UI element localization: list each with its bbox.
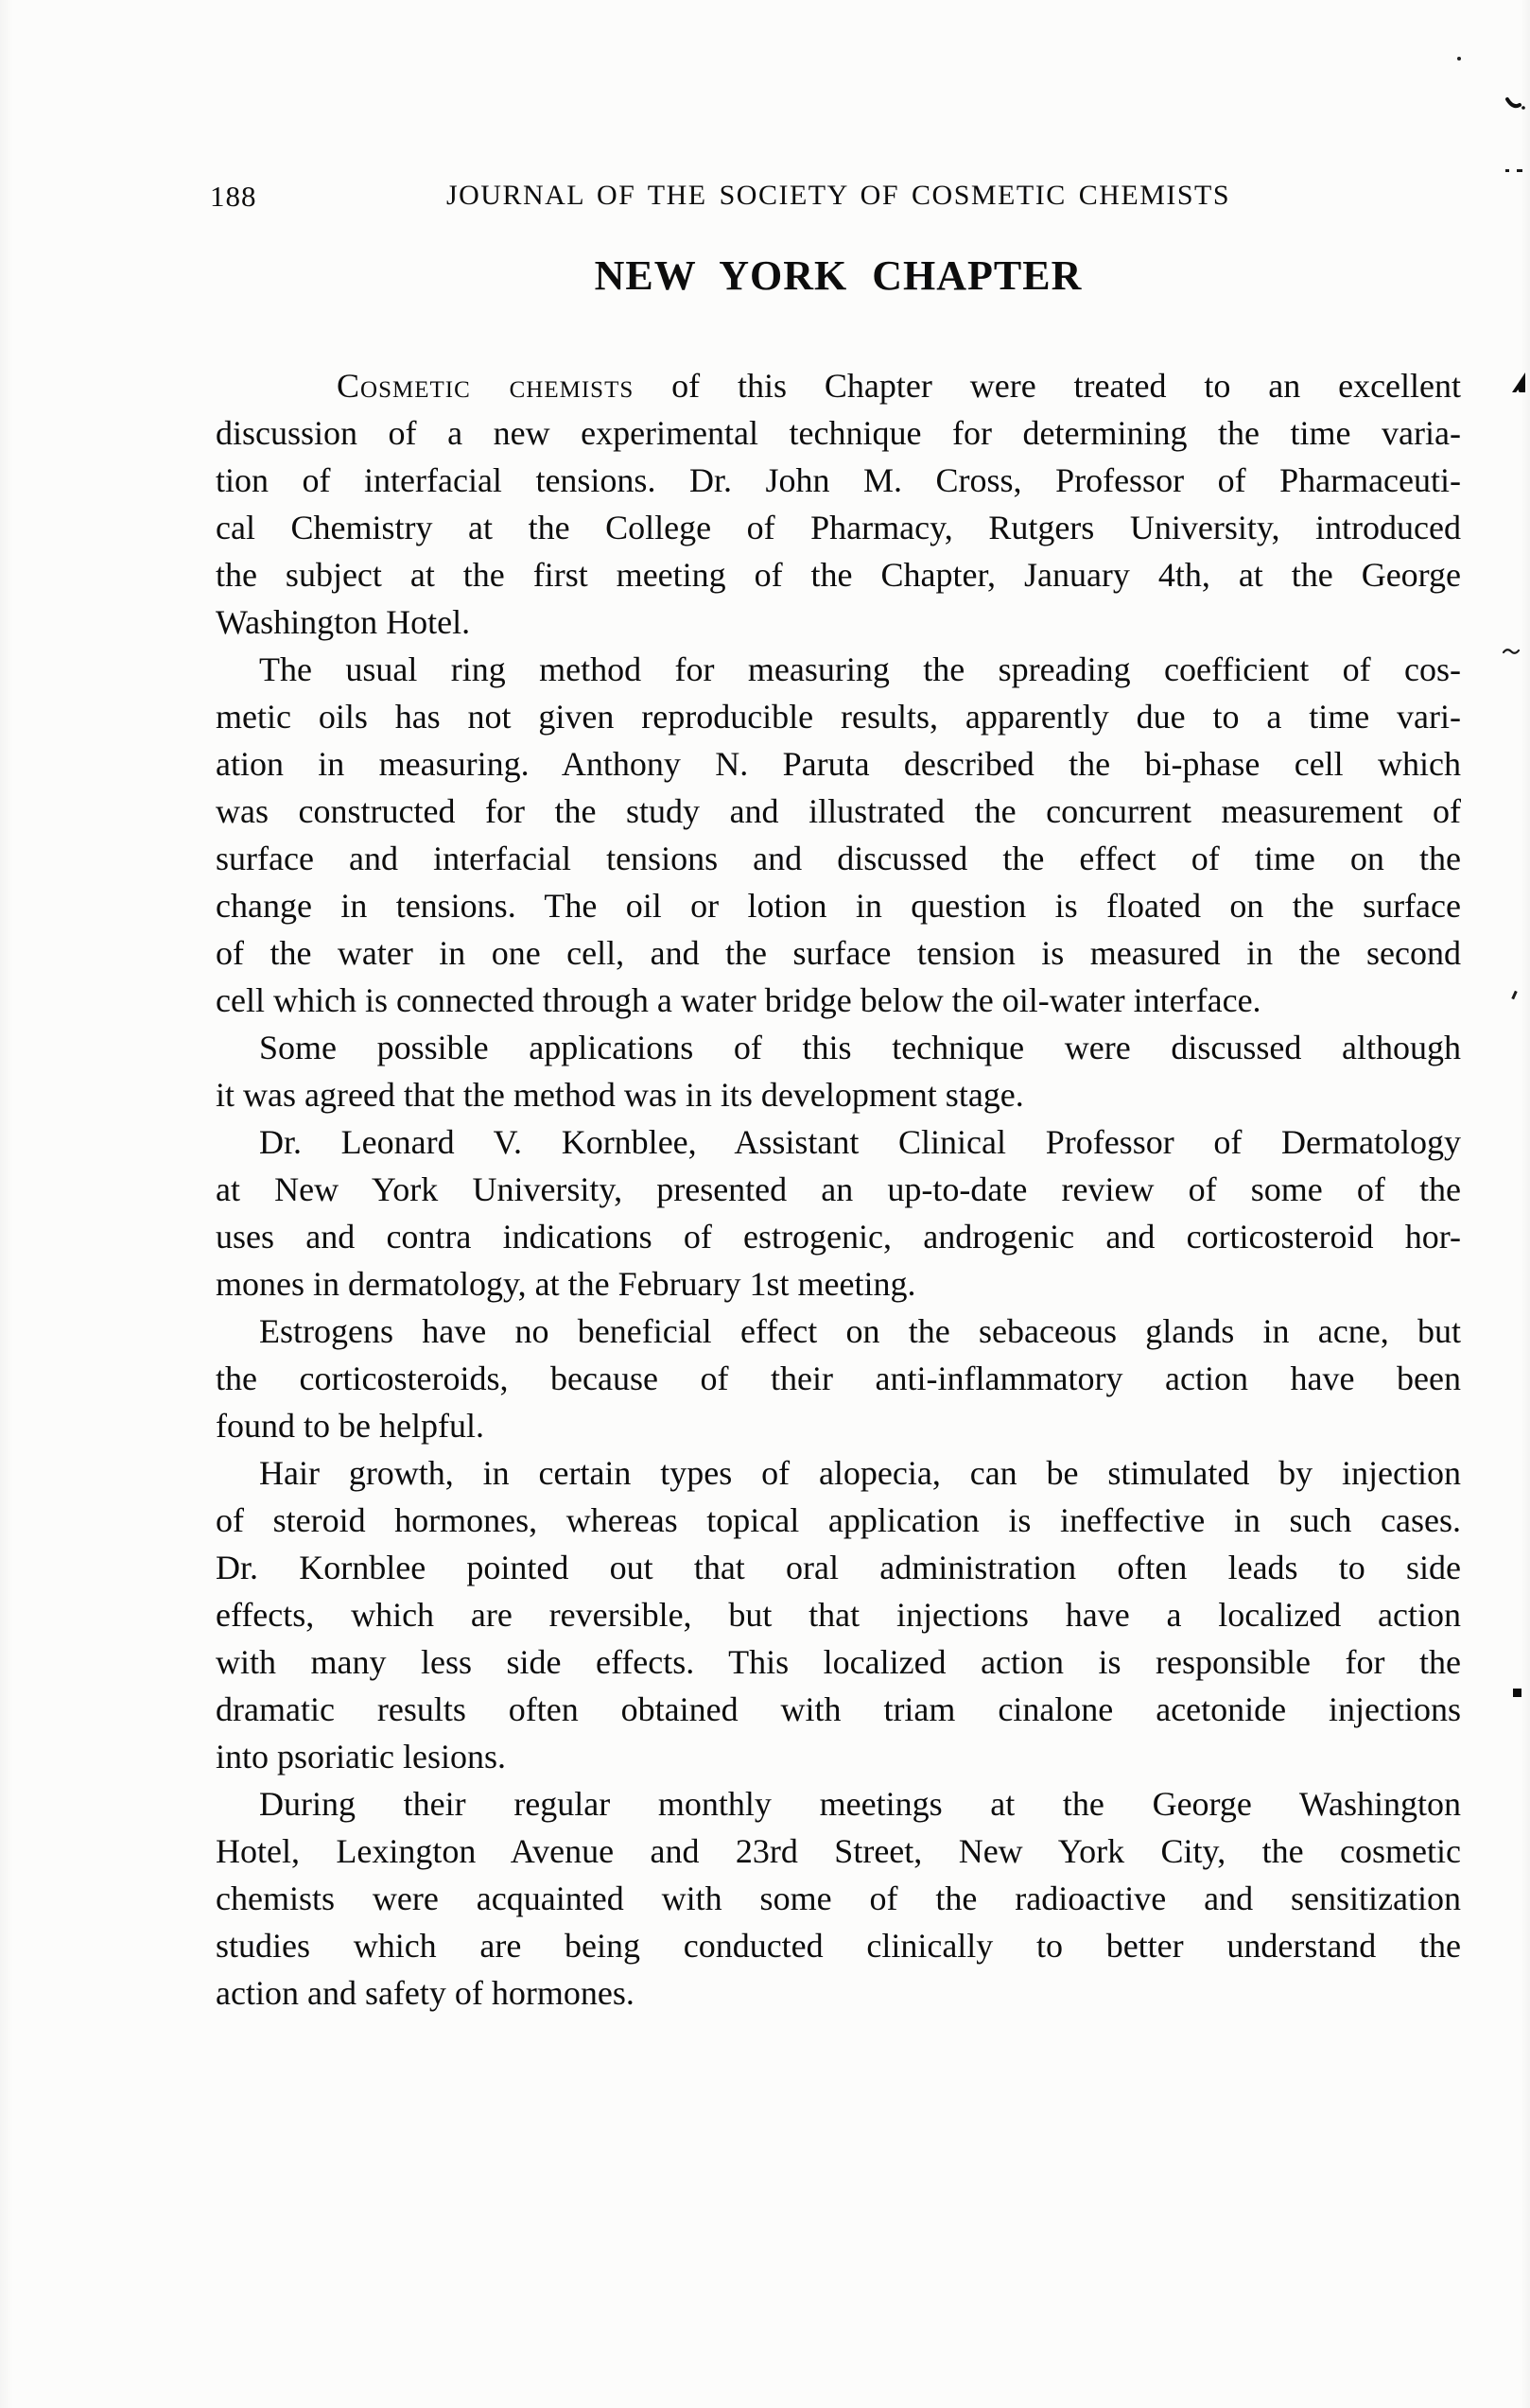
paragraph xyxy=(216,1449,1461,1780)
page-number: 188 xyxy=(210,180,257,213)
paragraph xyxy=(216,1308,1461,1449)
text-line: it was agreed that the method was in its development stage. xyxy=(216,1076,1024,1114)
text-line: mones in dermatology, at the February 1st meeting. xyxy=(216,1265,916,1303)
text-line: metic oils has not given reproducible results, apparently due to a time vari- xyxy=(216,698,1461,736)
margin-mark-square-dot-icon xyxy=(1513,1689,1521,1697)
text-line: ation in measuring. Anthony N. Paruta described the bi-phase cell which xyxy=(216,745,1461,783)
text-line: was constructed for the study and illustrated the concurrent measurement of xyxy=(216,792,1461,830)
paragraph xyxy=(216,1118,1461,1308)
text-line: Hair growth, in certain types of alopecia, can be stimulated by injection xyxy=(259,1454,1461,1492)
text-line: effects, which are reversible, but that injections have a localized action xyxy=(216,1596,1461,1634)
article-body xyxy=(216,362,1461,2017)
text-line: of the water in one cell, and the surface tension is measured in the second xyxy=(216,934,1461,972)
text-line: Some possible applications of this technique were discussed although xyxy=(259,1029,1461,1066)
margin-mark-double-dots-icon xyxy=(1505,168,1526,173)
text-line: During their regular monthly meetings at the George Washington xyxy=(259,1785,1461,1823)
text-line: the corticosteroids, because of their anti-inflammatory action have been xyxy=(216,1360,1461,1397)
text-line: studies which are being conducted clinically to better understand the xyxy=(216,1927,1461,1965)
text-line: Dr. Kornblee pointed out that oral administration often leads to side xyxy=(216,1549,1461,1586)
text-line: Washington Hotel. xyxy=(216,603,471,641)
text-line: Dr. Leonard V. Kornblee, Assistant Clinical Professor of Dermatology xyxy=(259,1123,1461,1161)
text-line: tion of interfacial tensions. Dr. John M. Cross, Professor of Pharmaceuti- xyxy=(216,461,1461,499)
text-line: The usual ring method for measuring the spreading coefficient of cos- xyxy=(259,650,1461,688)
text-line: cal Chemistry at the College of Pharmacy, Rutgers University, introduced xyxy=(216,509,1461,546)
small-caps-lead: Cosmetic chemists xyxy=(337,367,635,405)
text-line: into psoriatic lesions. xyxy=(216,1738,506,1776)
running-head: JOURNAL OF THE SOCIETY OF COSMETIC CHEMISTS xyxy=(445,180,1231,211)
margin-mark-tick-icon xyxy=(1511,991,1517,999)
text-line: change in tensions. The oil or lotion in question is floated on the surface xyxy=(216,887,1461,925)
text-line: Hotel, Lexington Avenue and 23rd Street, New York City, the cosmetic xyxy=(216,1832,1461,1870)
text-line: surface and interfacial tensions and discussed the effect of time on the xyxy=(216,840,1461,877)
text-line: at New York University, presented an up-to-date review of some of the xyxy=(216,1170,1461,1208)
paragraph xyxy=(216,362,1461,646)
text-line: chemists were acquainted with some of the radioactive and sensitization xyxy=(216,1880,1461,1917)
margin-mark-dot-icon xyxy=(1457,57,1461,61)
paragraph xyxy=(216,646,1461,1024)
text-line: found to be helpful. xyxy=(216,1407,484,1445)
margin-mark-tilde-icon xyxy=(1502,645,1521,662)
margin-mark-squiggle-icon xyxy=(1505,96,1526,118)
text-line: uses and contra indications of estrogenic, androgenic and corticosteroid hor- xyxy=(216,1218,1461,1256)
text-line: action and safety of hormones. xyxy=(216,1974,635,2012)
article-title: NEW YORK CHAPTER xyxy=(594,252,1083,299)
text-line: the subject at the first meeting of the Chapter, January 4th, at the George xyxy=(216,556,1461,594)
margin-mark-triangle-icon xyxy=(1512,372,1525,392)
text-line: of steroid hormones, whereas topical application is ineffective in such cases. xyxy=(216,1501,1461,1539)
paragraph xyxy=(216,1780,1461,2017)
paragraph xyxy=(216,1024,1461,1118)
text-line: cell which is connected through a water bridge below the oil-water interface. xyxy=(216,981,1261,1019)
text-line: discussion of a new experimental technique for determining the time varia- xyxy=(216,414,1461,452)
text-line: dramatic results often obtained with triam cinalone acetonide injections xyxy=(216,1690,1461,1728)
text-line: with many less side effects. This localized action is responsible for the xyxy=(216,1643,1461,1681)
text-line: Estrogens have no beneficial effect on the sebaceous glands in acne, but xyxy=(259,1312,1461,1350)
text-line: Cosmetic chemists of this Chapter were treated to an excellent xyxy=(337,367,1462,405)
